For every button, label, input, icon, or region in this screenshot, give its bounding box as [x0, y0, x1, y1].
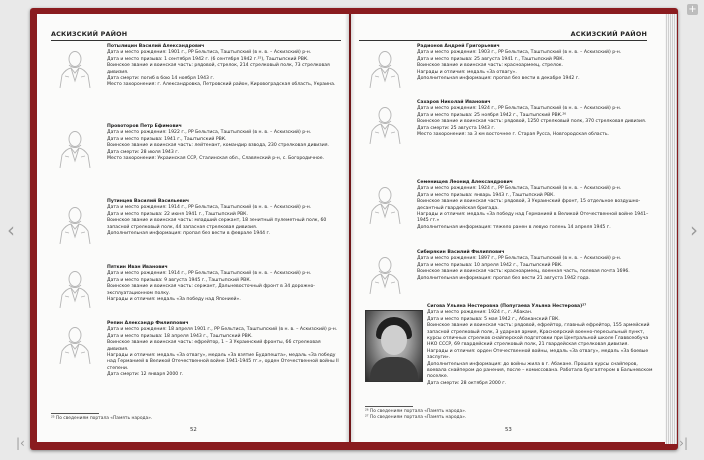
entry-name: Потылицин Василий Александрович [107, 44, 205, 49]
entry-line: Дата смерти: погиб в бою 14 ноября 1943 г. [107, 76, 215, 82]
entry-line: Дата и место рождения: 1924 г., г. Абакан. [427, 310, 533, 316]
entry-block [107, 44, 341, 89]
entry-line: Дата и место призыва: 9 августа 1945 г., Таштыпский РВК. [107, 277, 252, 283]
soldier-silhouette-icon [57, 204, 93, 244]
entry-line: Дата и место рождения: 1903 г., РР Бельтиса, Таштыпский (в н. в. – Аскизский) р-н. [417, 50, 622, 56]
entry-line: Дополнительная информация: пропал без вести в декабре 1942 г. [417, 76, 580, 82]
entry-line: Дополнительная информация: тяжело ранен в левую голень 14 апреля 1945 г. [417, 224, 611, 230]
photo-body [370, 357, 418, 381]
footnote: ²⁵ По сведениям портала «Память народа». [51, 416, 153, 421]
entry-block [107, 199, 341, 237]
entry-line: Воинское звание и воинская часть: красноармеец, военная часть, полевая почта 1696. [417, 269, 630, 275]
next-page-arrow-icon[interactable]: › [690, 218, 698, 242]
footnote: ²⁷ По сведениям портала «Память народа». [365, 415, 467, 420]
entry-line: Дополнительная информация: пропал без вести в феврале 1944 г. [107, 231, 271, 237]
entry-block [427, 304, 653, 387]
page-number-left: 52 [190, 427, 197, 433]
entry-line: Место захоронения: Украинская ССР, Сталинская обл., Славянский р-н, с. Богородичное. [107, 156, 325, 162]
entry-line: Дополнительная информация: до войны жила в г. Абакане. Прошла курсы снайперов, воевала снайпером до ранения, после – комиссована. Работала бухгалтером в Бальневском поселке. [427, 361, 653, 380]
footnote-rule [365, 406, 413, 407]
entry-name: Провоторов Петр Ефимович [107, 124, 182, 129]
entry-line: Воинское звание и воинская часть: младший сержант, 18 зенитный пулеметный полк, 60 запасной стрелковый полк, 44 запасная стрелковая дивизия. [107, 218, 327, 230]
entry-name: Пяткин Иван Иванович [107, 265, 168, 270]
entry-line: Награды и отличия: медаль «За победу над Германией в Великой Отечественной войне 1941–1945 гг.» [417, 212, 649, 224]
entry-line: Дата и место рождения: 1924 г., РР Бельтиса, Таштыпский (в н. в. – Аскизский) р-н. [417, 186, 622, 192]
running-header-right: АСКИЗСКИЙ РАЙОН [570, 30, 647, 38]
entry-line: Дата и место рождения: 1914 г., РР Бельтиса, Таштыпский (в н. в. – Аскизский) р-н. [107, 271, 312, 277]
right-page[interactable] [351, 14, 665, 442]
entry-line: Дата и место призыва: 1941 г., Таштыпский РВК. [107, 136, 227, 142]
previous-page-arrow-icon[interactable]: ‹ [7, 218, 15, 242]
entry-line: Дата и место рождения: 1922 г., РР Бельтиса, Таштыпский (в н. в. – Аскизский) р-н. [107, 130, 312, 136]
entry-block [417, 180, 651, 231]
entry-line: Воинское звание и воинская часть: рядовой, стрелок, 214 стрелковый полк, 73 стрелковая дивизия. [107, 63, 330, 75]
soldier-silhouette-icon [57, 268, 93, 308]
entry-line: Дата и место призыва: 25 ноября 1942 г., Таштыпский РВК.²⁶ [417, 112, 567, 118]
entry-line: Дата и место призыва: 22 июня 1941 г., Таштыпский РВК. [107, 211, 248, 217]
page-edges [665, 14, 677, 444]
entry-line: Дата и место призыва: январь 1943 г., Таштыпский РВК. [417, 192, 555, 198]
header-rule [359, 40, 647, 41]
entry-line: Дата и место призыва: 5 мая 1942 г., Абаканский ГВК. [427, 316, 560, 322]
entry-block [417, 100, 651, 138]
first-page-icon[interactable]: |‹ [16, 436, 25, 450]
soldier-silhouette-icon [57, 324, 93, 364]
entry-line: Награды и отличия: медаль «За отвагу». [417, 69, 517, 75]
entry-line: Воинское звание и воинская часть: лейтенант, командир взвода, 230 стрелковая дивизия. [107, 143, 329, 149]
entry-name: Семенищев Леонид Александрович [417, 180, 513, 185]
entry-line: Дата и место рождения: 1914 г., РР Бельтиса, Таштыпский (в н. в. – Аскизский) р-н. [107, 205, 312, 211]
last-page-icon[interactable]: ›| [679, 436, 688, 450]
running-header-left: АСКИЗСКИЙ РАЙОН [51, 30, 128, 38]
left-page[interactable] [37, 14, 349, 442]
entry-line: Дополнительная информация: пропал без вести 21 августа 1942 года. [417, 275, 591, 281]
entry-line: Место захоронения: за 3 км восточнее г. Старая Русса, Новгородская область. [417, 132, 609, 138]
entry-line: Дата и место призыва: 1 сентября 1942 г. (6 сентября 1942 г.²⁵), Таштыпский РВК. [107, 56, 309, 62]
entry-name: Радионов Андрей Григорьевич [417, 44, 500, 49]
soldier-silhouette-icon [367, 48, 403, 88]
entry-name: Сахаров Николай Иванович [417, 100, 491, 105]
entry-block [107, 321, 341, 379]
soldier-silhouette-icon [57, 48, 93, 88]
entry-name: Сигова Ульяна Нестеровна (Попугаева Ульяна Нестерова)²⁷ [427, 304, 587, 309]
soldier-silhouette-icon [367, 184, 403, 224]
entry-line: Воинское звание и воинская часть: красноармеец, стрелок. [417, 63, 563, 69]
entry-line: Воинское звание и воинская часть: рядовой, ефрейтор, главный ефрейтор, 155 армейский запасной стрелковый полк, 3 ударная армия, Красноярский военно-пересыльный пункт, курсы отличных стрелков снайперской подготовки при Центральной школе Главвсеобуча НКО СССР, 69 гвардейский стрелковый полк, 21 гвардейская стрелковая дивизия. [427, 323, 650, 348]
zoom-in-icon[interactable]: + [688, 4, 697, 15]
entry-line: Дата и место призыва: 25 августа 1941 г., Таштыпский РВК. [417, 56, 564, 62]
entry-line: Дата и место рождения: 1901 г., РР Бельтиса, Таштыпский (в н. в. – Аскизский) р-н. [107, 50, 312, 56]
soldier-silhouette-icon [367, 254, 403, 294]
footnote-rule [51, 413, 99, 414]
entry-line: Награды и отличия: медаль «За победу над Японией». [107, 297, 241, 303]
entry-block [107, 265, 341, 303]
entry-line: Дата смерти: 25 августа 1943 г. [417, 125, 496, 131]
entry-name: Сибирякин Василий Филиппович [417, 250, 505, 255]
entry-line: Дата смерти: 28 июля 1943 г. [107, 149, 180, 155]
entry-line: Дата и место рождения: 1897 г., РР Бельтиса, Таштыпский (в н. в. – Аскизский) р-н. [417, 256, 622, 262]
entry-line: Воинское звание и воинская часть: рядовой, 3 Украинский фронт, 15 отдельное воздушно-десантный гвардейская бригада. [417, 199, 641, 211]
entry-line: Дата и место рождения: 18 апреля 1901 г., РР Бельтиса, Таштыпский (в н. в. – Аскизский) р-н. [107, 327, 338, 333]
entry-line: Дата и место призыва: 18 апреля 1943 г., Таштыпский РВК. [107, 333, 253, 339]
soldier-silhouette-icon [367, 104, 403, 144]
entry-block [417, 250, 651, 282]
soldier-silhouette-icon [57, 128, 93, 168]
entry-block [107, 124, 341, 162]
footnote: ²⁶ По сведениям портала «Память народа». [365, 409, 467, 414]
entry-line: Воинское звание и воинская часть: ефрейтор, 1 – 3 Украинский фронты, 66 стрелковая дивизия. [107, 340, 321, 352]
entry-line: Место захоронения: г. Александровка, Петровский район, Кировоградская область, Украина. [107, 82, 336, 88]
entry-name: Путинцев Василий Васильевич [107, 199, 190, 204]
page-number-right: 53 [505, 427, 512, 433]
entry-line: Воинское звание и воинская часть: сержант, Дальневосточный фронт в 34 дорожно-эксплуатационном полку. [107, 284, 315, 296]
entry-line: Награды и отличия: медаль «За отвагу», медаль «За взятие Будапешта», медаль «За победу над Германией в Великой Отечественной войне 1941-1945 гг.», орден Отечественной войны II степени. [107, 353, 339, 371]
entry-line: Дата и место рождения: 1924 г., РР Бельтиса, Таштыпский (в н. в. – Аскизский) р-н. [417, 106, 622, 112]
book-gutter [345, 14, 355, 442]
photo-face [381, 325, 407, 355]
entry-line: Дата смерти: 12 января 2000 г. [107, 372, 184, 378]
entry-line: Дата и место призыва: 10 апреля 1942 г., Таштыпский РВК. [417, 262, 563, 268]
entry-line: Дата смерти: 28 октября 2000 г. [427, 380, 507, 386]
header-rule [51, 40, 341, 41]
entry-name: Репин Александр Филиппович [107, 321, 189, 326]
entry-line: Награды и отличия: орден Отечественной войны, медаль «За отвагу», медаль «За боевые заслуги». [427, 348, 649, 361]
entry-block [417, 44, 651, 82]
entry-line: Воинское звание и воинская часть: рядовой, 1250 стрелковый полк, 370 стрелковая дивизия. [417, 119, 647, 125]
portrait-photo [365, 310, 423, 382]
